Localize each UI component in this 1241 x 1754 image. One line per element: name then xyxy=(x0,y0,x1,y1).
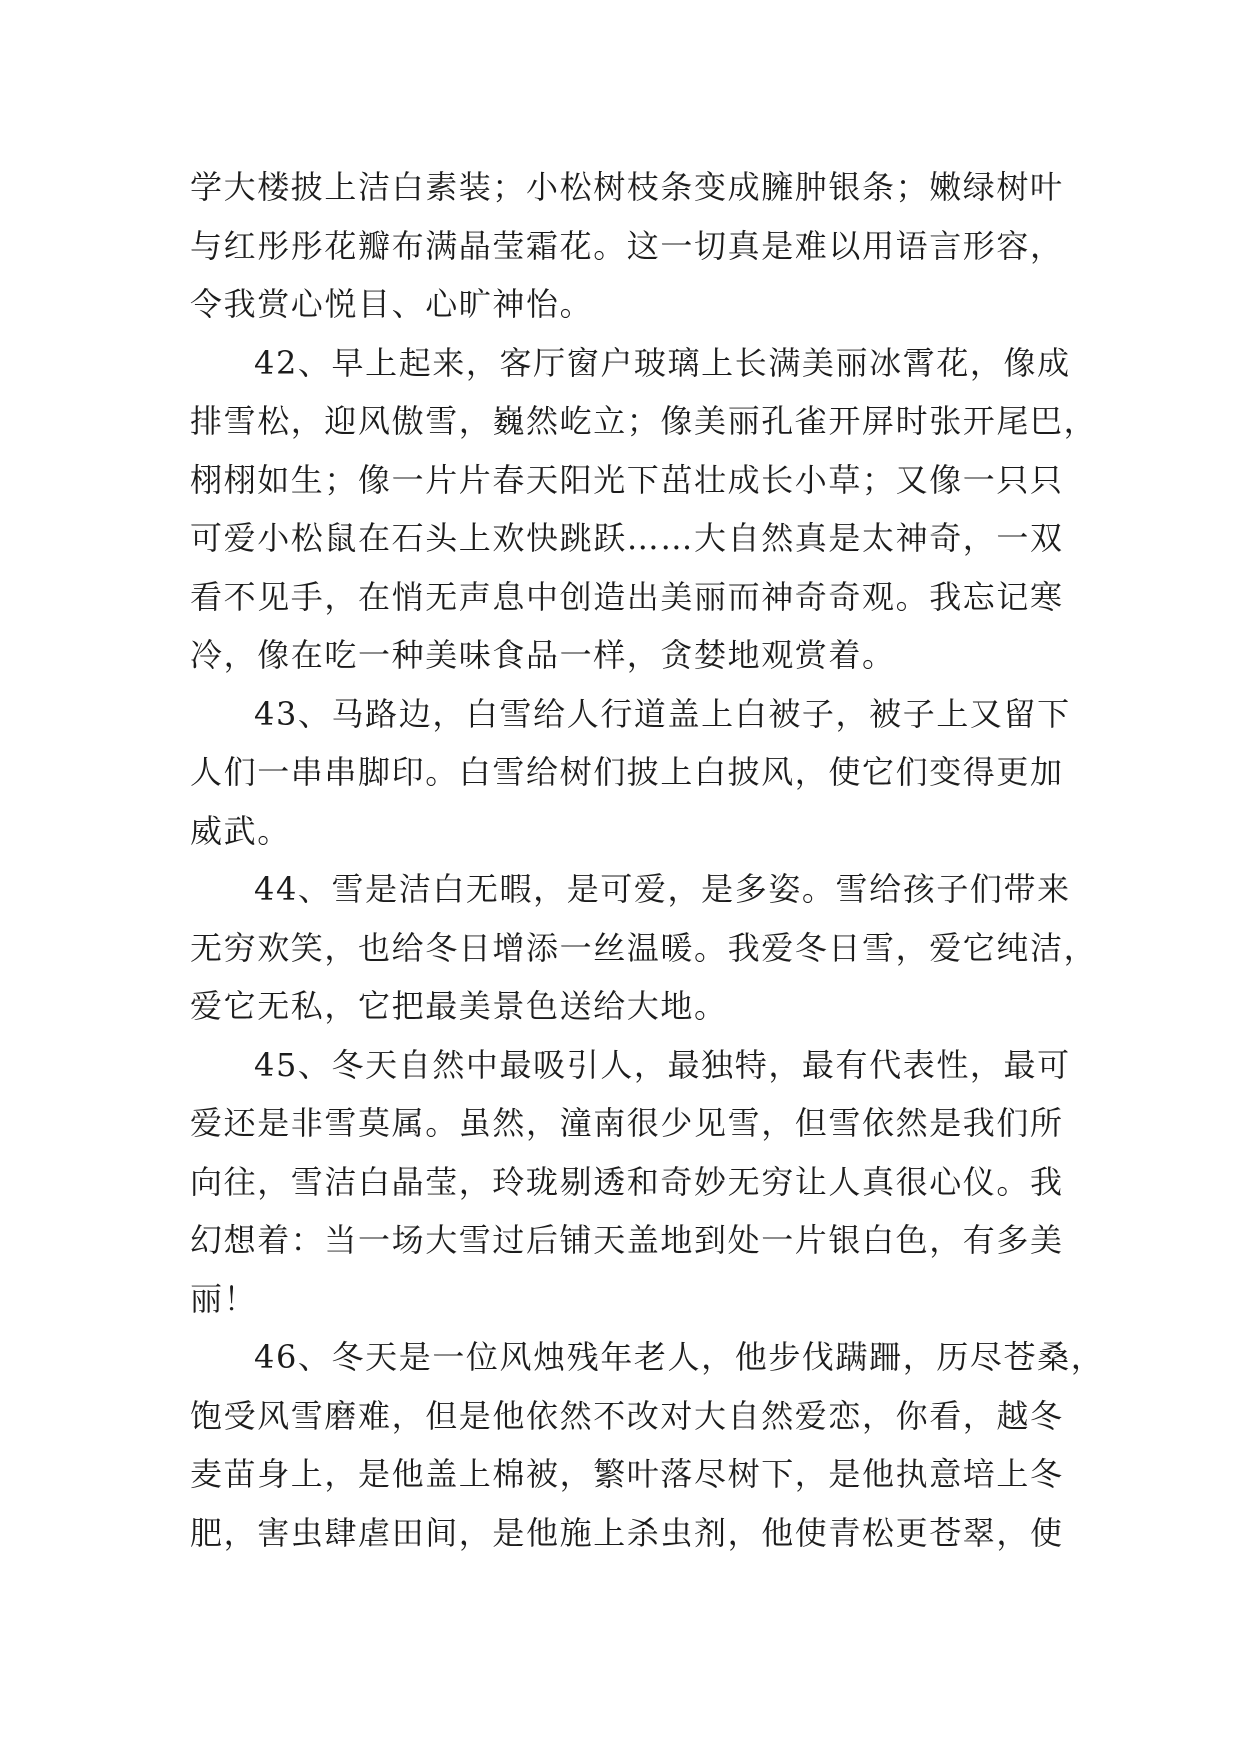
text-line: 向往，雪洁白晶莹，玲珑剔透和奇妙无穷让人真很心仪。我 xyxy=(190,1162,1064,1201)
text-line: 与红彤彤花瓣布满晶莹霜花。这一切真是难以用语言形容， xyxy=(190,226,1064,265)
text-line: 42、早上起来，客厅窗户玻璃上长满美丽冰霄花，像成 xyxy=(254,343,1071,382)
text-line: 看不见手，在悄无声息中创造出美丽而神奇奇观。我忘记寒 xyxy=(190,577,1064,616)
text-line: 令我赏心悦目、心旷神怡。 xyxy=(190,285,594,323)
paragraph-p-continued xyxy=(190,158,1064,334)
text-line: 可爱小松鼠在石头上欢快跳跃……大自然真是太神奇，一双 xyxy=(190,519,1064,557)
text-line: 幻想着：当一场大雪过后铺天盖地到处一片银白色，有多美 xyxy=(190,1221,1064,1259)
text-line: 爱它无私，它把最美景色送给大地。 xyxy=(190,987,728,1025)
paragraph-p-43 xyxy=(190,685,1071,861)
text-line: 排雪松，迎风傲雪，巍然屹立；像美丽孔雀开屏时张开尾巴， xyxy=(190,402,1098,440)
text-line: 威武。 xyxy=(190,811,291,850)
text-line: 丽！ xyxy=(190,1279,258,1318)
paragraph-p-46 xyxy=(190,1328,1105,1562)
text-line: 人们一串串脚印。白雪给树们披上白披风，使它们变得更加 xyxy=(190,753,1064,791)
text-line: 栩栩如生；像一片片春天阳光下茁壮成长小草；又像一只只 xyxy=(190,460,1064,499)
text-line: 冷，像在吃一种美味食品一样，贪婪地观赏着。 xyxy=(190,636,896,674)
paragraph-p-45 xyxy=(190,1036,1071,1329)
text-line: 44、雪是洁白无暇，是可爱，是多姿。雪给孩子们带来 xyxy=(254,870,1071,908)
text-line: 饱受风雪磨难，但是他依然不改对大自然爱恋，你看，越冬 xyxy=(190,1396,1064,1435)
paragraph-p-42 xyxy=(190,334,1098,685)
text-line: 麦苗身上，是他盖上棉被，繁叶落尽树下，是他执意培上冬 xyxy=(190,1455,1064,1493)
text-line: 爱还是非雪莫属。虽然，潼南很少见雪，但雪依然是我们所 xyxy=(190,1104,1064,1142)
text-line: 43、马路边，白雪给人行道盖上白被子，被子上又留下 xyxy=(254,694,1071,733)
paragraph-p-44 xyxy=(190,860,1098,1036)
text-line: 无穷欢笑，也给冬日增添一丝温暖。我爱冬日雪，爱它纯洁， xyxy=(190,928,1098,967)
text-line: 45、冬天自然中最吸引人，最独特，最有代表性，最可 xyxy=(254,1045,1071,1084)
document-body xyxy=(190,158,1105,1562)
text-line: 学大楼披上洁白素装；小松树枝条变成臃肿银条；嫩绿树叶 xyxy=(190,168,1064,206)
text-line: 肥，害虫肆虐田间，是他施上杀虫剂，他使青松更苍翠，使 xyxy=(190,1513,1064,1552)
text-line: 46、冬天是一位风烛残年老人，他步伐蹒跚，历尽苍桑， xyxy=(254,1338,1105,1376)
